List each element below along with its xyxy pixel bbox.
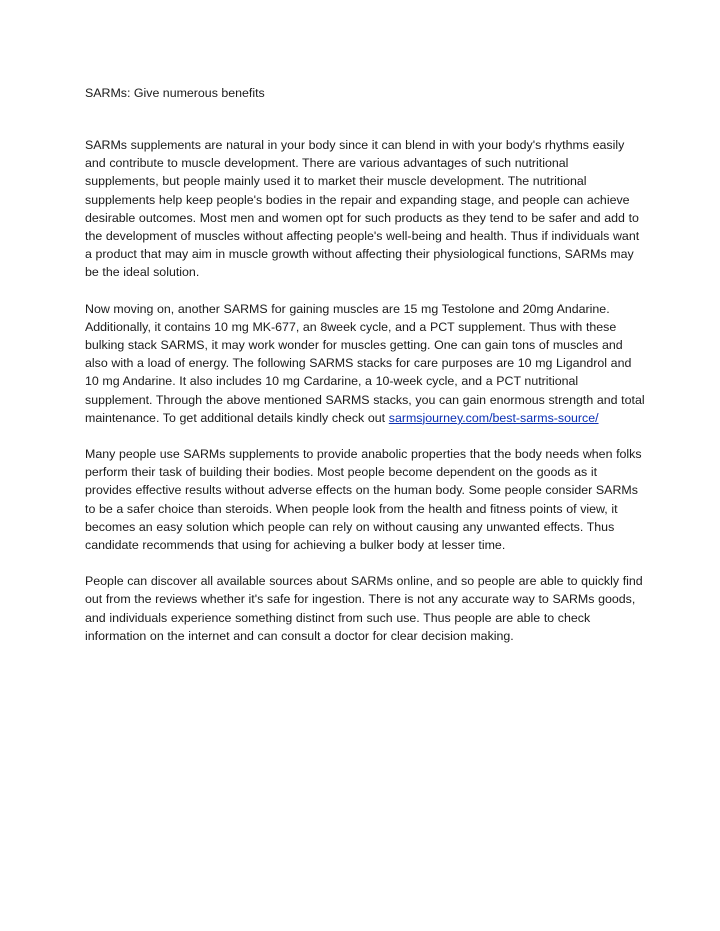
- paragraph-sources: People can discover all available sources about SARMs online, and so people are able to quickly find out from the reviews whether it's safe for ingestion. There is not any accurate way to SARMs goods, and individuals experience something distinct from such use. Thus people are able to check information on the internet and can consult a doctor for clear decision making.: [85, 574, 643, 643]
- paragraph-stacks-text: Now moving on, another SARMS for gaining muscles are 15 mg Testolone and 20mg Andarine. Additionally, it contains 10 mg MK-677, an 8week cycle, and a PCT supplement. Thus with these bulking stack SARMS, it may work wonder for muscles getting. One can gain tons of muscles and also with a load of energy. The following SARMS stacks for care purposes are 10 mg Ligandrol and 10 mg Andarine. It also includes 10 mg Cardarine, a 10-week cycle, and a PCT nutritional supplement. Through the above mentioned SARMS stacks, you can gain enormous strength and total maintenance. To get additional details kindly check out: [85, 301, 645, 425]
- paragraph-intro: SARMs supplements are natural in your body since it can blend in with your body's rhythms easily and contribute to muscle development. There are various advantages of such nutritional supplements, but people mainly used it to market their muscle development. The nutritional supplements help keep people's bodies in the repair and expanding stage, and people can achieve desirable outcomes. Most men and women opt for such products as they tend to be safer and add to the development of muscles without affecting people's well-being and health. Thus if individuals want a product that may aim in muscle growth without affecting their physiological functions, SARMs may be the ideal solution.: [85, 138, 640, 280]
- document-title: SARMs: Give numerous benefits: [85, 86, 265, 100]
- document-body: [85, 84, 645, 663]
- paragraph-stacks: [85, 300, 645, 427]
- source-link[interactable]: sarmsjourney.com/best-sarms-source/: [388, 410, 599, 425]
- paragraph-anabolic: Many people use SARMs supplements to provide anabolic properties that the body needs when folks perform their task of building their bodies. Most people become dependent on the goods as it provides effective results without adverse effects on the human body. Some people consider SARMs to be a safer choice than steroids. When people look from the health and fitness points of view, it becomes an easy solution which people can rely on without causing any unwanted effects. Thus candidate recommends that using for achieving a bulker body at lesser time.: [85, 447, 642, 553]
